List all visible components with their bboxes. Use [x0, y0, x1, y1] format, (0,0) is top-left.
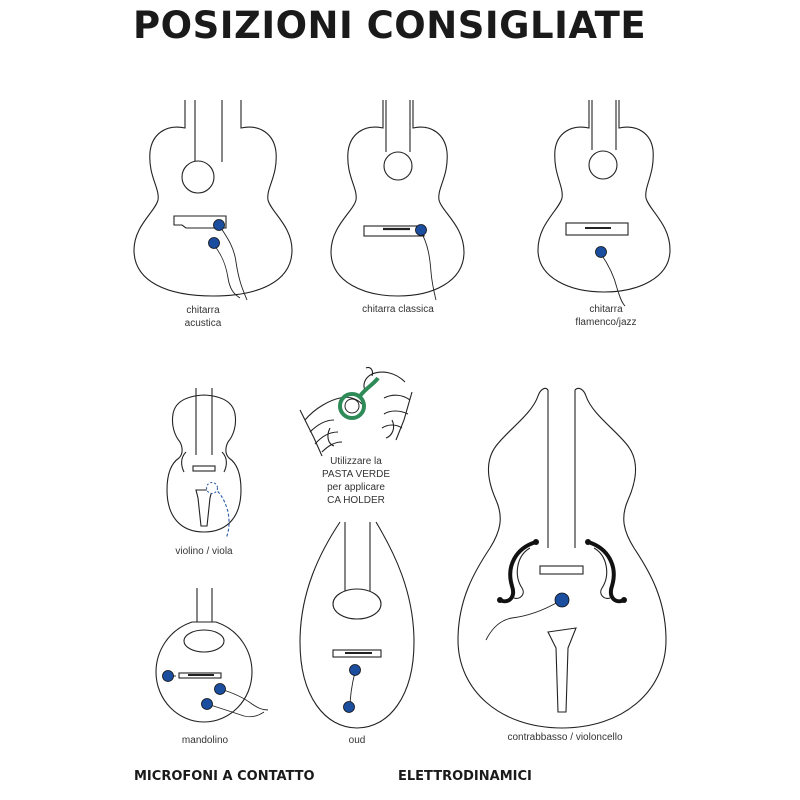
- label-line: acustica: [184, 318, 222, 329]
- cable: [214, 245, 240, 298]
- label-mandolin: mandolino: [181, 735, 229, 746]
- contact-mic: [163, 671, 174, 682]
- label-line: chitarra: [186, 305, 220, 316]
- contact-mic: [596, 247, 607, 258]
- cable: [486, 602, 558, 640]
- footer-contact-mics: MICROFONI A CONTATTO: [134, 769, 315, 784]
- violin-drawing: [167, 388, 241, 532]
- cable: [601, 254, 625, 306]
- flamenco-guitar-drawing: [538, 100, 670, 292]
- contact-mic: [202, 699, 213, 710]
- label-oud: oud: [348, 735, 366, 746]
- contact-mic: [555, 593, 569, 607]
- double-bass-drawing: [458, 388, 666, 728]
- label-line: flamenco/jazz: [575, 317, 637, 328]
- contact-mic-dashed: [207, 483, 218, 494]
- acoustic-guitar-drawing: [134, 100, 292, 296]
- contact-mic: [350, 665, 361, 676]
- contact-mic: [209, 238, 220, 249]
- oud-drawing: [300, 522, 414, 728]
- contact-mic: [416, 225, 427, 236]
- cable: [421, 232, 436, 300]
- cable: [219, 225, 247, 300]
- label-double-bass: contrabbasso / violoncello: [507, 732, 623, 743]
- footer-electrodynamic: ELETTRODINAMICI: [398, 769, 532, 784]
- label-line: chitarra: [589, 304, 623, 315]
- label-violin: violino / viola: [175, 546, 233, 557]
- contact-mic: [214, 220, 225, 231]
- label-flamenco-guitar: [556, 303, 656, 329]
- paste-instruction: [300, 455, 412, 507]
- label-classical-guitar: chitarra classica: [362, 304, 434, 315]
- instruction-line: CA HOLDER: [327, 495, 385, 506]
- instruction-line: Utilizzare la: [330, 456, 382, 467]
- label-acoustic-guitar: [163, 304, 243, 330]
- classical-guitar-drawing: [331, 100, 464, 296]
- hands-paste-illustration: [300, 367, 412, 456]
- contact-mic: [215, 684, 226, 695]
- instruction-line: per applicare: [327, 482, 385, 493]
- contact-mic: [344, 702, 355, 713]
- page-title: POSIZIONI CONSIGLIATE: [133, 4, 647, 47]
- instruction-line: PASTA VERDE: [322, 469, 390, 480]
